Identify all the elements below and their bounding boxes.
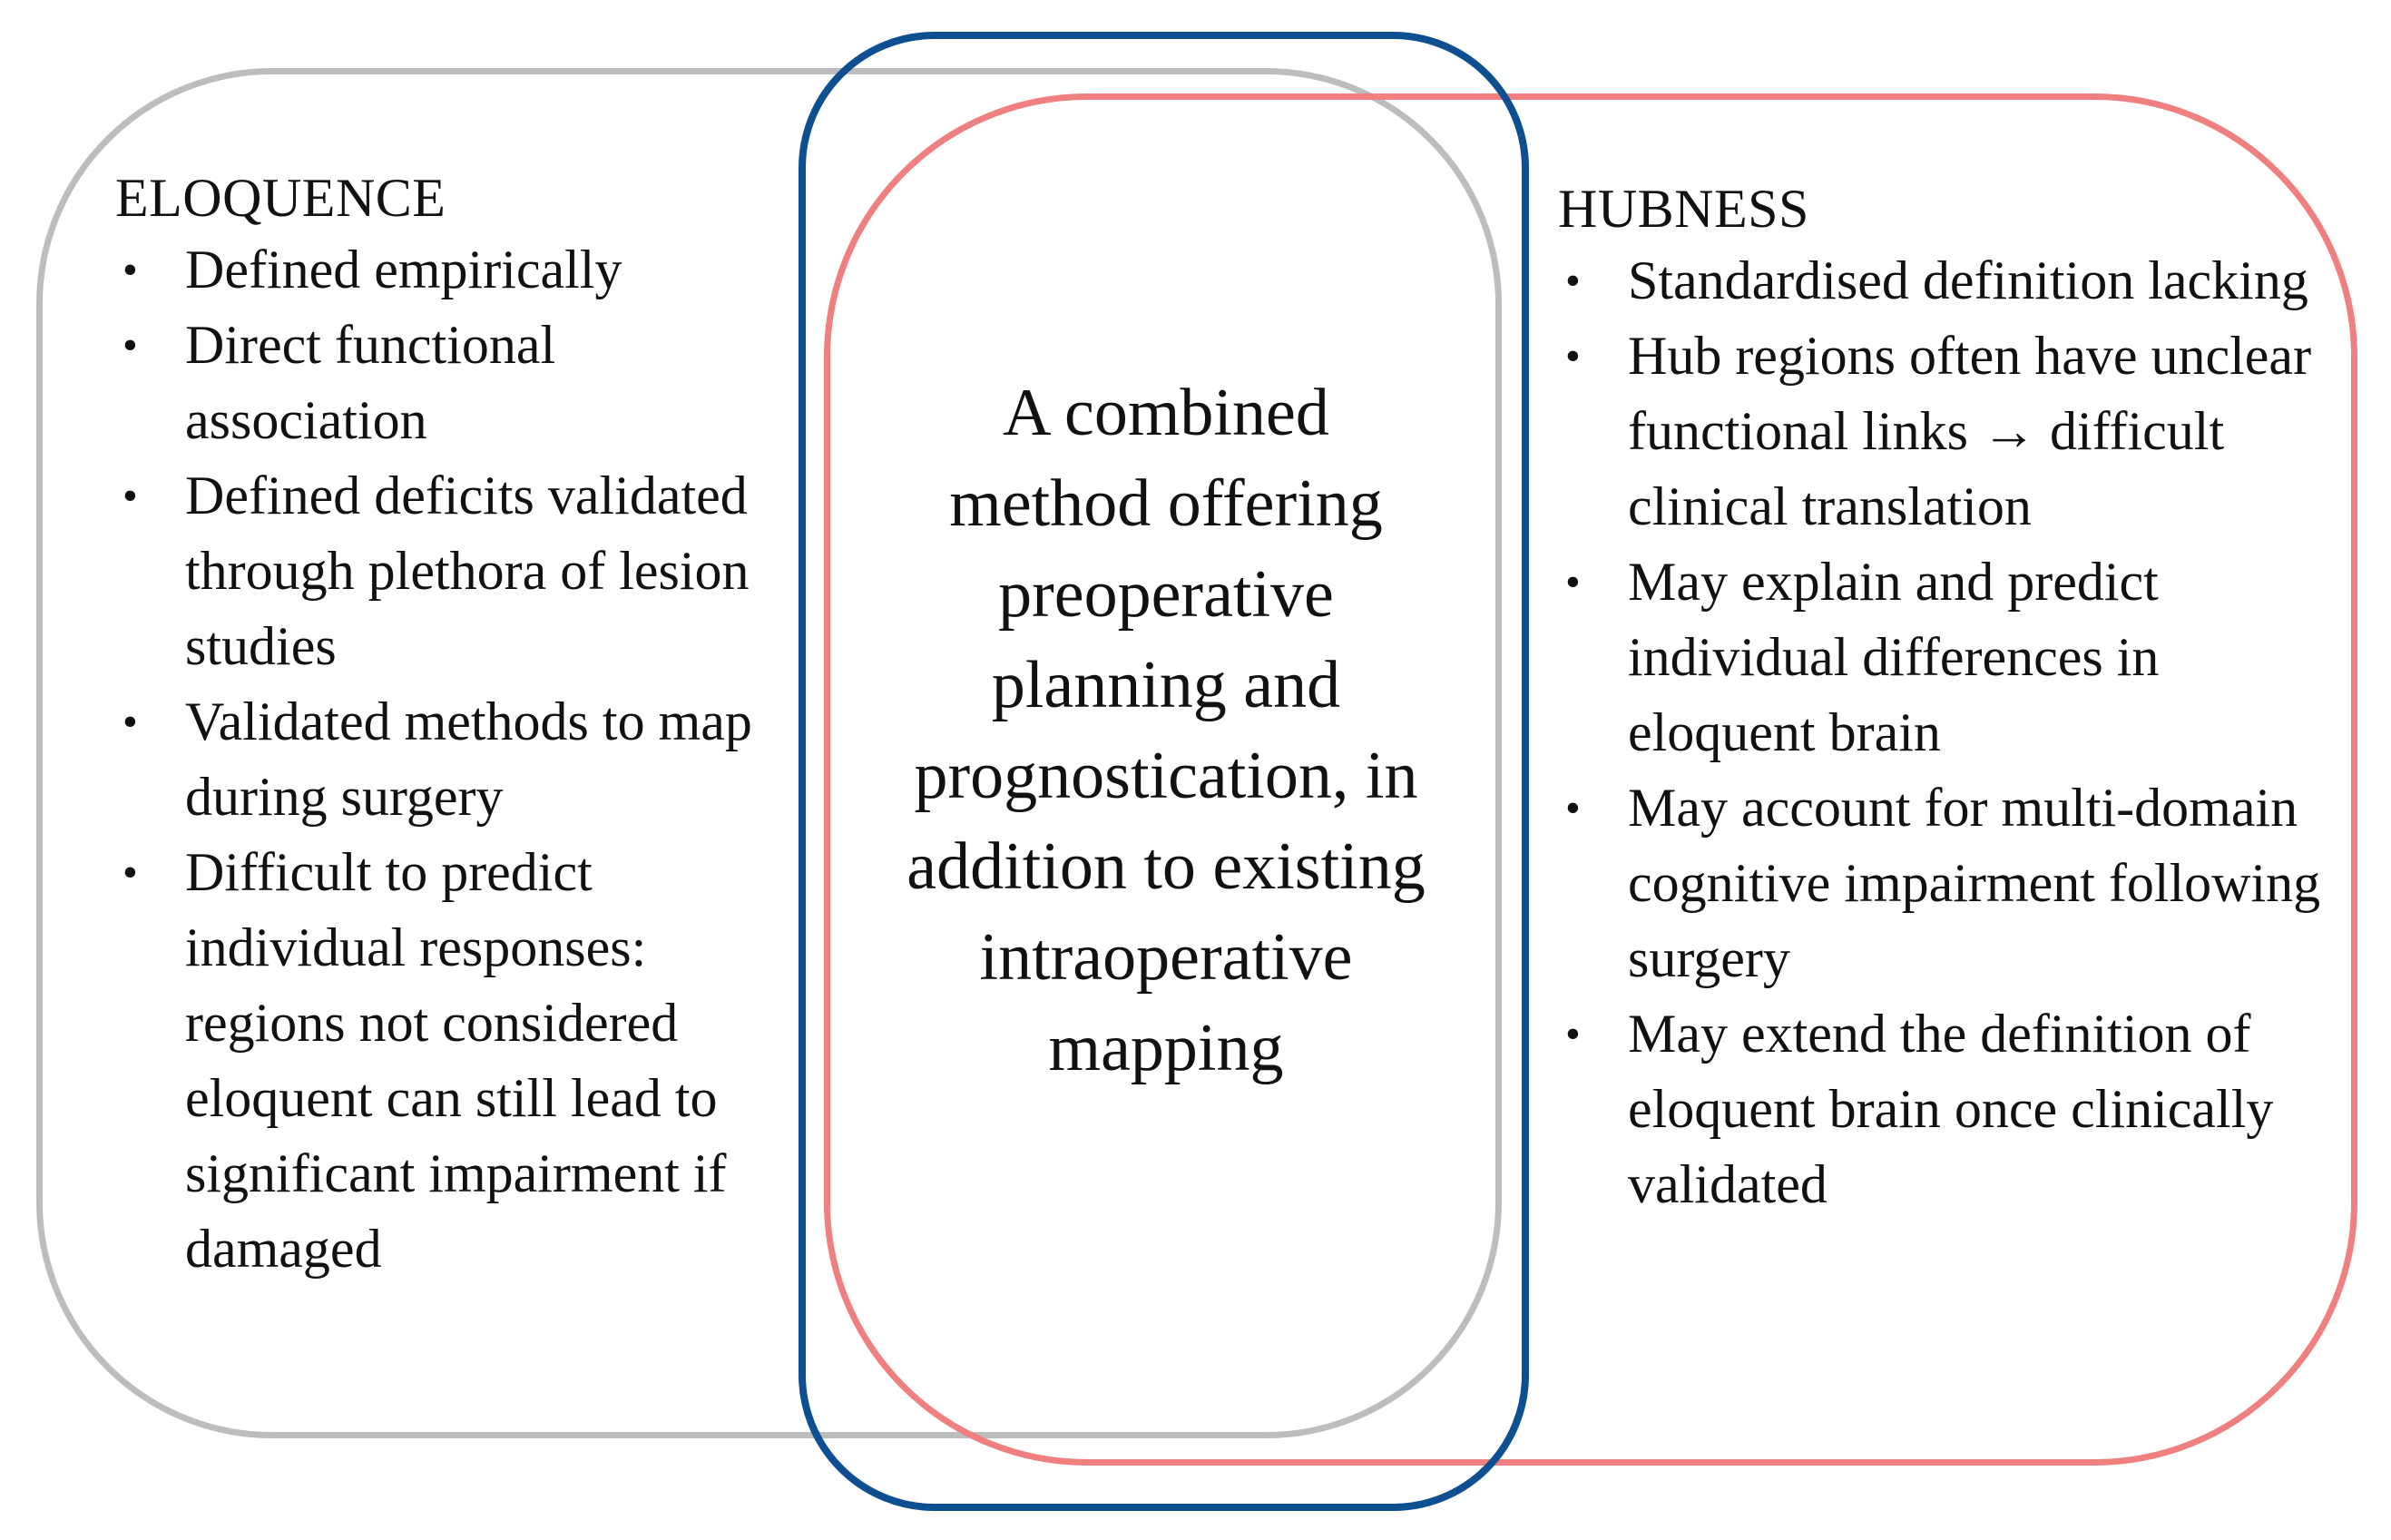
- bullet-icon: •: [1565, 558, 1581, 606]
- hubness-item-text: May extend the definition of eloquent brain once clinically validated: [1628, 1004, 2274, 1214]
- bullet-icon: •: [122, 321, 138, 369]
- eloquence-item: [115, 232, 805, 308]
- eloquence-item-text: Direct functional association: [185, 315, 556, 450]
- hubness-title: HUBNESS: [1558, 179, 1809, 239]
- hubness-item: [1558, 243, 2357, 319]
- eloquence-item-text: Validated methods to map during surgery: [185, 692, 752, 827]
- bullet-icon: •: [1565, 784, 1581, 832]
- hubness-list: [1558, 243, 2357, 1222]
- eloquence-item: [115, 684, 805, 835]
- eloquence-list: [115, 232, 805, 1287]
- bullet-icon: •: [122, 246, 138, 294]
- bullet-icon: •: [1565, 257, 1581, 305]
- hubness-item-text: May account for multi-domain cognitive impairment following surgery: [1628, 778, 2321, 988]
- hubness-item-text: Hub regions often have unclear functional links → difficult clinical translation: [1628, 326, 2312, 536]
- eloquence-item-text: Difficult to predict individual responses: regions not considered eloquent can still lead to significant impairment if damaged: [185, 842, 727, 1279]
- hubness-panel: [1558, 181, 2357, 1222]
- eloquence-item-text: Defined empirically: [185, 240, 622, 299]
- bullet-icon: •: [122, 848, 138, 897]
- hubness-item-text: Standardised definition lacking: [1628, 250, 2308, 310]
- eloquence-item: [115, 458, 805, 684]
- eloquence-item: [115, 835, 805, 1287]
- bullet-icon: •: [122, 698, 138, 746]
- hubness-item: [1558, 544, 2357, 770]
- hubness-item: [1558, 996, 2357, 1222]
- eloquence-item-text: Defined deficits validated through plethora of lesion studies: [185, 466, 750, 676]
- hubness-item-text: May explain and predict individual differences in eloquent brain: [1628, 552, 2160, 762]
- eloquence-item: [115, 308, 805, 458]
- combined-method-text: A combined method offering preoperative planning and prognostication, in addition to existing intraoperative mapping: [906, 376, 1426, 1085]
- bullet-icon: •: [122, 472, 138, 520]
- hubness-item: [1558, 770, 2357, 996]
- bullet-icon: •: [1565, 1010, 1581, 1058]
- eloquence-title: ELOQUENCE: [115, 168, 446, 228]
- hubness-item: [1558, 319, 2357, 544]
- bullet-icon: •: [1565, 332, 1581, 380]
- eloquence-panel: [115, 168, 805, 1287]
